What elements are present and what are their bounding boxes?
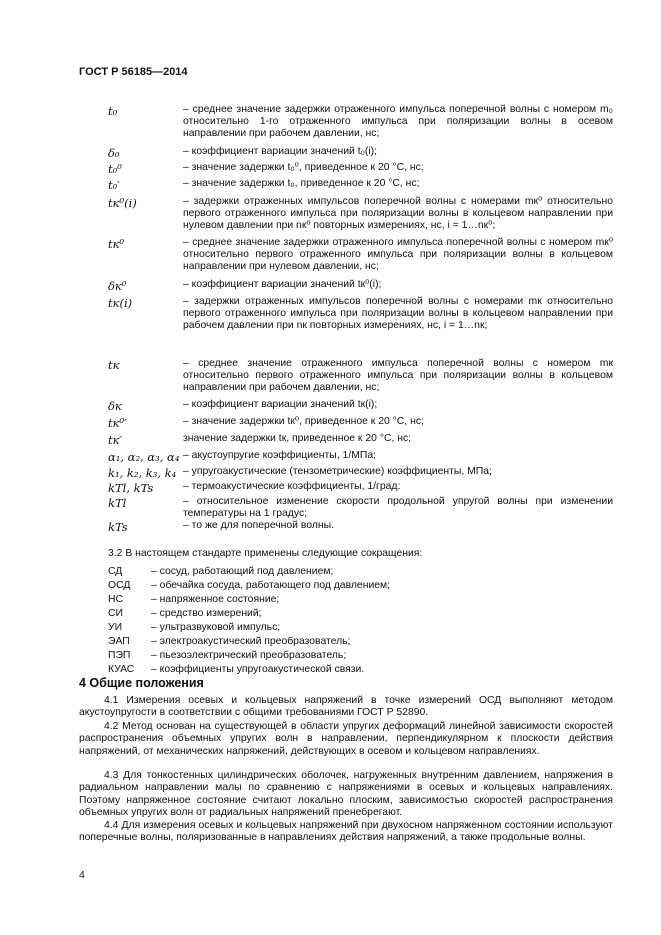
definition: – среднее значение задержки отраженного импульса поперечной волны с номером m₀ относительно 1-го отраженного импульса при поляризации волны в осевом направлении при рабочем давлении, нс; [183, 104, 613, 140]
symbol: tк⁰′ [108, 416, 127, 430]
symbol: tк [108, 358, 120, 372]
abbreviation-text: – ультразвуковой импульс; [151, 622, 281, 633]
symbol: δк [108, 399, 122, 413]
paragraph: 4.1 Измерения осевых и кольцевых напряжений в точке измерений ОСД выполняют методом акустоупругости в соответствии с общими требованиями ГОСТ Р 52890. [79, 695, 613, 719]
definition: – значение задержки tк⁰, приведенное к 20 °С, нс; [183, 416, 424, 427]
abbreviation-key: КУАС [108, 664, 135, 675]
definition: – коэффициент вариации значений tк(i); [183, 399, 378, 410]
definition: – задержки отраженных импульсов поперечной волны с номерами mк⁰ относительно первого отраженного импульса при поляризации волны в кольцевом направлении при нулевом давлении при nк⁰ повторных измерениях, нс, i = 1…nк⁰; [183, 196, 613, 232]
abbreviation-text: – обечайка сосуда, работающего под давлением; [151, 580, 391, 591]
symbol: t₀ [108, 104, 118, 118]
symbol: k₁, k₂, k₃, k₄ [108, 466, 177, 480]
paragraph: 4.3 Для тонкостенных цилиндрических оболочек, нагруженных внутренним давлением, напряжения в радиальном направлении малы по сравнению с напряжениями в осевых и кольцевых направлениях. Поэтому напряженное состояние считают локально плоским, зависимостью скоростей распространения объемных упругих волн от радиальных напряжений пренебрегают. [79, 770, 613, 819]
abbreviation-key: СД [108, 566, 123, 577]
abbreviation-key: УИ [108, 622, 123, 633]
definition: – акустоупругие коэффициенты, 1/МПа; [183, 450, 376, 461]
definition: – задержки отраженных импульсов поперечной волны с номерами mк относительно первого отраженного импульса при поляризации волны в кольцевом направлении при рабочем давлении при nк повторных измерениях, нс, i = 1…nк; [183, 296, 613, 332]
abbreviation-text: – сосуд, работающий под давлением; [151, 566, 334, 577]
section-heading: 4 Общие положения [79, 676, 204, 690]
symbol: tк(i) [108, 296, 133, 310]
page-number: 4 [79, 870, 85, 881]
symbol: t₀⁰ [108, 162, 122, 176]
abbreviation-key: ПЭП [108, 650, 131, 661]
abbreviation-text: – электроакустический преобразователь; [151, 636, 351, 647]
paragraph: 4.4 Для измерения осевых и кольцевых напряжений при двухосном напряженном состоянии используют поперечные волны, поляризованные в направлениях действия напряжений, а также продольные волны. [79, 820, 613, 844]
abbreviations-intro: 3.2 В настоящем стандарте применены следующие сокращения: [108, 548, 423, 559]
symbol: kTl, kTs [108, 481, 154, 495]
abbreviation-key: ОСД [108, 580, 131, 591]
definition: – значение задержки t₀, приведенное к 20 °С, нс; [183, 178, 420, 189]
symbol: kTs [108, 520, 128, 534]
definition: – то же для поперечной волны. [183, 520, 334, 531]
symbol: tк′ [108, 433, 123, 447]
symbol: tк⁰ [108, 237, 125, 251]
abbreviation-text: – средство измерений; [151, 608, 262, 619]
abbreviation-key: ЭАП [108, 636, 130, 647]
abbreviation-text: – пьезоэлектрический преобразователь; [151, 650, 347, 661]
symbol: tк⁰(i) [108, 196, 137, 210]
abbreviation-key: СИ [108, 608, 123, 619]
symbol: δ₀ [108, 146, 120, 160]
symbol: kTl [108, 496, 127, 510]
symbol: α₁, α₂, α₃, α₄ [108, 450, 180, 464]
definition: – термоакустические коэффициенты, 1/град: [183, 481, 401, 492]
paragraph: 4.2 Метод основан на существующей в области упругих деформаций линейной зависимости скоростей распространения объемных упругих волн в направлении, перпендикулярном к плоскости действия напряжений, от механических напряжений, действующих в осевом и кольцевом направлениях. [79, 721, 613, 757]
definition: – среднее значение отраженного импульса поперечной волны с номером mк относительно первого отраженного импульса при поляризации волны в кольцевом направлении при рабочем давлении, нс; [183, 358, 613, 394]
abbreviation-text: – напряженное состояние; [151, 594, 280, 605]
definition: – значение задержки t₀⁰, приведенное к 20 °С, нс; [183, 162, 424, 173]
document-header: ГОСТ Р 56185—2014 [79, 66, 188, 78]
definition: значение задержки tк, приведенное к 20 °С, нс; [183, 433, 412, 444]
definition: – коэффициент вариации значений tк⁰(i); [183, 279, 382, 290]
definition: – среднее значение задержки отраженного импульса поперечной волны с номером mк⁰ относительно первого отраженного импульса при поляризации волны в кольцевом направлении при нулевом давлении, нс; [183, 237, 613, 273]
symbol: δк⁰ [108, 279, 127, 293]
definition: – упругоакустические (тензометрические) коэффициенты, МПа; [183, 466, 492, 477]
abbreviation-text: – коэффициенты упругоакустической связи. [151, 664, 365, 675]
definition: – коэффициент вариации значений t₀(i); [183, 146, 378, 157]
abbreviation-key: НС [108, 594, 124, 605]
symbol: t₀′ [108, 178, 120, 192]
definition: – относительное изменение скорости продольной упругой волны при изменении температуры на 1 градус; [183, 496, 613, 520]
